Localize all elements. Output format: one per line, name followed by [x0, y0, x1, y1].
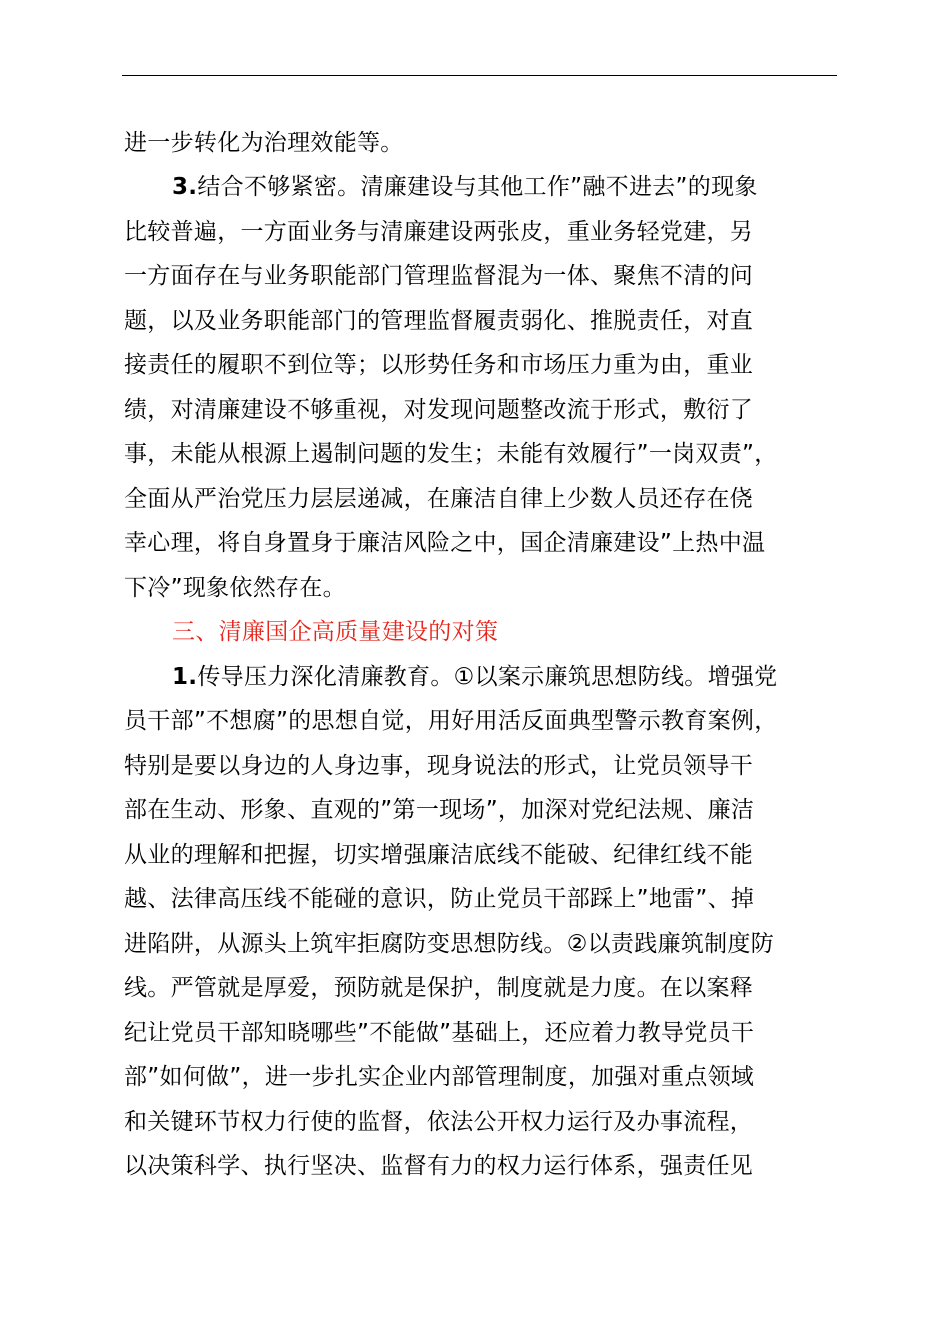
body-line: 接责任的履职不到位等；以形势任务和市场压力重为由，重业	[124, 352, 754, 378]
body-line: 全面从严治党压力层层递减，在廉洁自律上少数人员还存在侥	[124, 486, 754, 512]
body-line: 幸心理，将自身置身于廉洁风险之中，国企清廉建设”上热中温	[124, 530, 766, 556]
body-line: 从业的理解和把握，切实增强廉洁底线不能破、纪律红线不能	[124, 842, 754, 868]
body-line: 线。严管就是厚爱，预防就是保护，制度就是力度。在以案释	[124, 975, 754, 1001]
item-number: 3.	[172, 174, 198, 200]
body-line: 进一步转化为治理效能等。	[124, 130, 404, 156]
body-line: 以决策科学、执行坚决、监督有力的权力运行体系，强责任见	[124, 1153, 754, 1179]
body-line: 题，以及业务职能部门的管理监督履责弱化、推脱责任，对直	[124, 308, 754, 334]
body-line: 下冷”现象依然存在。	[124, 575, 346, 601]
body-line: 事，未能从根源上遏制问题的发生；未能有效履行”一岗双责”，	[124, 441, 778, 467]
body-line: 比较普遍，一方面业务与清廉建设两张皮，重业务轻党建，另	[124, 219, 754, 245]
section-heading-3	[172, 170, 758, 204]
item-text: 结合不够紧密。清廉建设与其他工作”融不进去”的现象	[197, 174, 758, 200]
item-text: 传导压力深化清廉教育。①以案示廉筑思想防线。增强党	[197, 664, 778, 690]
header-rule	[122, 75, 837, 76]
item-number: 1.	[172, 664, 198, 690]
body-line: 越、法律高压线不能碰的意识，防止党员干部踩上”地雷”、掉	[124, 886, 755, 912]
subsection-heading-1	[172, 660, 777, 694]
section-heading: 三、清廉国企高质量建设的对策	[172, 619, 499, 645]
body-line: 进陷阱，从源头上筑牢拒腐防变思想防线。②以责践廉筑制度防	[124, 931, 775, 957]
body-line: 和关键环节权力行使的监督，依法公开权力运行及办事流程，	[124, 1109, 754, 1135]
body-line: 纪让党员干部知晓哪些”不能做”基础上，还应着力教导党员干	[124, 1020, 755, 1046]
body-line: 部在生动、形象、直观的”第一现场”，加深对党纪法规、廉洁	[124, 797, 755, 823]
body-line: 绩，对清廉建设不够重视，对发现问题整改流于形式，敷衍了	[124, 397, 754, 423]
body-line: 部”如何做”，进一步扎实企业内部管理制度，加强对重点领域	[124, 1064, 755, 1090]
body-line: 员干部”不想腐”的思想自觉，用好用活反面典型警示教育案例，	[124, 708, 778, 734]
body-line: 特别是要以身边的人身边事，现身说法的形式，让党员领导干	[124, 753, 754, 779]
body-line: 一方面存在与业务职能部门管理监督混为一体、聚焦不清的问	[124, 263, 754, 289]
